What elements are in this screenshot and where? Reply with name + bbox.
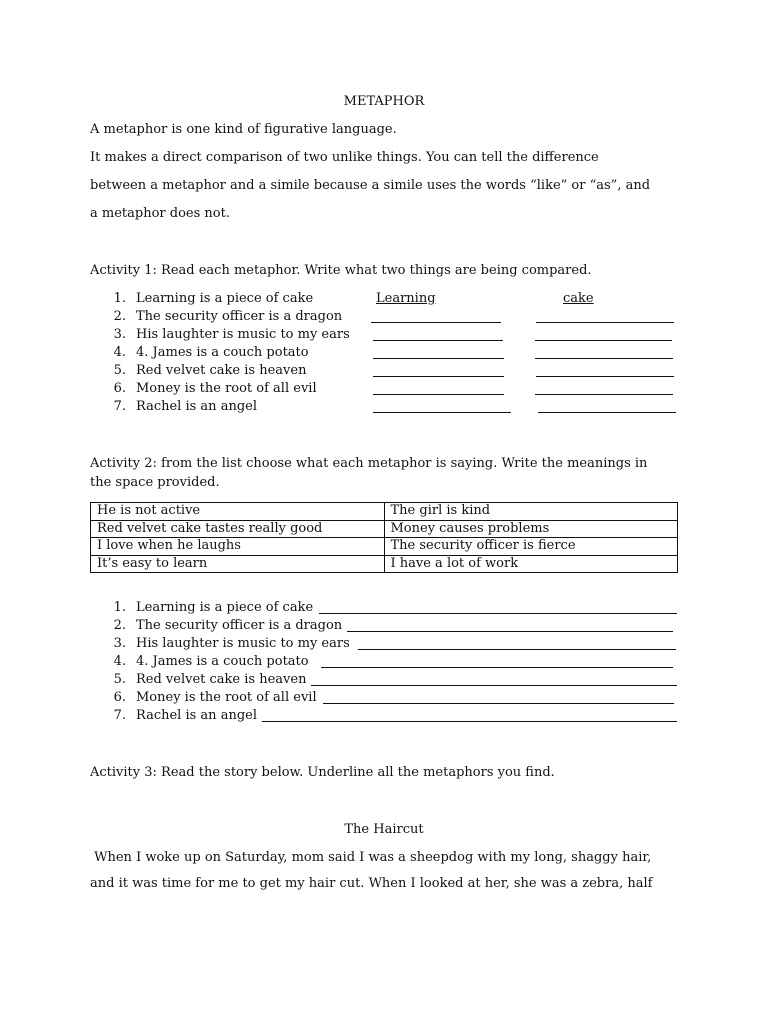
table-row — [91, 520, 678, 538]
table-cell: I love when he laughs — [91, 538, 385, 556]
activity2-instruction-line-2: the space provided. — [90, 475, 220, 490]
list-number: 2. — [113, 618, 126, 633]
table-cell: The girl is kind — [384, 503, 678, 521]
answer-blank[interactable] — [373, 376, 504, 377]
activity1-instruction: Activity 1: Read each metaphor. Write what two things are being compared. — [90, 263, 592, 278]
table-row — [91, 555, 678, 573]
list-item: Red velvet cake is heaven — [136, 363, 307, 378]
story-line-2: and it was time for me to get my hair cut. When I looked at her, she was a zebra, half — [90, 876, 653, 891]
answer-blank[interactable] — [536, 376, 674, 377]
list-number: 5. — [113, 363, 126, 378]
meaning-blank[interactable] — [319, 613, 677, 614]
answer-blank[interactable] — [373, 340, 503, 341]
answer-blank[interactable] — [535, 394, 673, 395]
intro-line-4: a metaphor does not. — [90, 206, 230, 221]
list-item: 4. James is a couch potato — [136, 345, 309, 360]
list-item: Learning is a piece of cake — [136, 600, 314, 615]
list-number: 3. — [113, 327, 126, 342]
meaning-blank[interactable] — [321, 667, 673, 668]
meanings-table — [90, 502, 678, 573]
intro-line-2: It makes a direct comparison of two unlike things. You can tell the difference — [90, 150, 599, 165]
table-cell: The security officer is fierce — [384, 538, 678, 556]
answer-header-cake: cake — [563, 291, 594, 306]
table-row — [91, 503, 678, 521]
answer-blank[interactable] — [535, 358, 673, 359]
answer-blank[interactable] — [535, 340, 672, 341]
intro-line-1: A metaphor is one kind of figurative language. — [90, 122, 397, 137]
table-cell: It’s easy to learn — [91, 555, 385, 573]
list-number: 6. — [113, 381, 126, 396]
table-cell: Red velvet cake tastes really good — [91, 520, 385, 538]
list-number: 4. — [113, 654, 126, 669]
answer-blank[interactable] — [373, 394, 504, 395]
list-number: 1. — [113, 600, 126, 615]
list-item: Red velvet cake is heaven — [136, 672, 307, 687]
table-cell: I have a lot of work — [384, 555, 678, 573]
answer-blank[interactable] — [373, 412, 511, 413]
meaning-blank[interactable] — [262, 721, 677, 722]
list-item: His laughter is music to my ears — [136, 327, 350, 342]
list-number: 7. — [113, 708, 126, 723]
answer-blank[interactable] — [373, 358, 504, 359]
table-cell: Money causes problems — [384, 520, 678, 538]
answer-header-learning: Learning — [376, 291, 436, 306]
list-number: 2. — [113, 309, 126, 324]
list-item: Rachel is an angel — [136, 708, 257, 723]
activity2-instruction-line-1: Activity 2: from the list choose what each metaphor is saying. Write the meanings in — [90, 456, 648, 471]
list-item: Rachel is an angel — [136, 399, 257, 414]
meaning-blank[interactable] — [358, 649, 676, 650]
list-number: 3. — [113, 636, 126, 651]
answer-blank[interactable] — [536, 322, 674, 323]
story-line-1: When I woke up on Saturday, mom said I was a sheepdog with my long, shaggy hair, — [90, 850, 652, 865]
list-number: 6. — [113, 690, 126, 705]
list-item: The security officer is a dragon — [136, 309, 343, 324]
list-number: 7. — [113, 399, 126, 414]
list-item: Money is the root of all evil — [136, 690, 317, 705]
page-title: METAPHOR — [343, 94, 425, 109]
activity3-instruction: Activity 3: Read the story below. Underline all the metaphors you find. — [90, 765, 555, 780]
list-item: His laughter is music to my ears — [136, 636, 350, 651]
answer-blank[interactable] — [538, 412, 676, 413]
list-number: 4. — [113, 345, 126, 360]
list-item: 4. James is a couch potato — [136, 654, 309, 669]
list-number: 5. — [113, 672, 126, 687]
list-item: Money is the root of all evil — [136, 381, 317, 396]
story-title: The Haircut — [344, 822, 424, 837]
table-cell: He is not active — [91, 503, 385, 521]
meaning-blank[interactable] — [311, 685, 677, 686]
list-number: 1. — [113, 291, 126, 306]
intro-line-3: between a metaphor and a simile because a simile uses the words “like” or “as”, and — [90, 178, 651, 193]
list-item: Learning is a piece of cake — [136, 291, 314, 306]
list-item: The security officer is a dragon — [136, 618, 343, 633]
meaning-blank[interactable] — [347, 631, 673, 632]
table-row — [91, 538, 678, 556]
meaning-blank[interactable] — [323, 703, 674, 704]
answer-blank[interactable] — [371, 322, 501, 323]
